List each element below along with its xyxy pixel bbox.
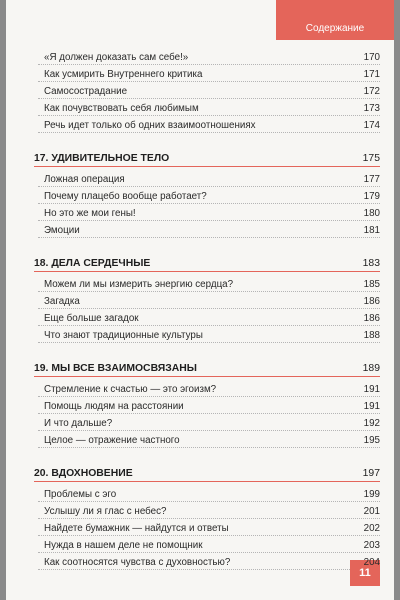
toc-entry-page: 179	[363, 191, 380, 202]
chapter-heading[interactable]	[34, 145, 380, 167]
toc-entry-page: 186	[363, 313, 380, 324]
chapter-title: 20. ВДОХНОВЕНИЕ	[34, 468, 133, 479]
toc-entry-page: 172	[363, 86, 380, 97]
toc-entry-page: 170	[363, 52, 380, 63]
toc-entry-title: «Я должен доказать сам себе!»	[44, 52, 189, 63]
toc-entry-page: 188	[363, 330, 380, 341]
toc-entry-page: 201	[363, 506, 380, 517]
toc-entry-page: 173	[363, 103, 380, 114]
toc-entry[interactable]	[34, 66, 380, 83]
toc-entry-page: 195	[363, 435, 380, 446]
chapter-title: 17. УДИВИТЕЛЬНОЕ ТЕЛО	[34, 153, 170, 164]
toc-entry-page: 191	[363, 384, 380, 395]
toc-entry[interactable]	[34, 293, 380, 310]
section-header-tab	[276, 0, 394, 40]
toc-entry[interactable]	[34, 554, 380, 571]
chapter-heading[interactable]	[34, 460, 380, 482]
toc-entry[interactable]	[34, 327, 380, 344]
chapter-page: 175	[362, 153, 380, 164]
chapter-heading[interactable]	[34, 355, 380, 377]
toc-entry[interactable]	[34, 49, 380, 66]
toc-entry-title: Можем ли мы измерить энергию сердца?	[44, 279, 234, 290]
book-page	[6, 0, 394, 600]
toc-entry-page: 174	[363, 120, 380, 131]
toc-entry-title: Что знают традиционные культуры	[44, 330, 203, 341]
toc-entry-page: 203	[363, 540, 380, 551]
toc-entry-title: Услышу ли я глас с небес?	[44, 506, 167, 517]
toc-entry-title: Загадка	[44, 296, 80, 307]
toc-entry[interactable]	[34, 171, 380, 188]
chapter-page: 197	[362, 468, 380, 479]
toc-entry[interactable]	[34, 83, 380, 100]
toc-entry[interactable]	[34, 188, 380, 205]
toc-entry-title: Еще больше загадок	[44, 313, 139, 324]
toc-entry-page: 191	[363, 401, 380, 412]
toc-entry-page: 181	[363, 225, 380, 236]
section-label: Содержание	[305, 23, 365, 34]
toc-entry-title: Эмоции	[44, 225, 80, 236]
toc-entry[interactable]	[34, 222, 380, 239]
toc-entry[interactable]	[34, 398, 380, 415]
toc-entry-title: И что дальше?	[44, 418, 113, 429]
chapter-title: 18. ДЕЛА СЕРДЕЧНЫЕ	[34, 258, 151, 269]
toc-entry-page: 185	[363, 279, 380, 290]
toc-entry-title: Ложная операция	[44, 174, 125, 185]
toc-entry-title: Стремление к счастью — это эгоизм?	[44, 384, 217, 395]
toc-entry[interactable]	[34, 520, 380, 537]
toc-entry-title: Проблемы с эго	[44, 489, 117, 500]
toc-entry-title: Как почувствовать себя любимым	[44, 103, 199, 114]
toc-entry[interactable]	[34, 117, 380, 134]
toc-entry-title: Как соотносятся чувства с духовностью?	[44, 557, 231, 568]
toc-entry-title: Нужда в нашем деле не помощник	[44, 540, 203, 551]
toc-entry-title: Но это же мои гены!	[44, 208, 136, 219]
toc-entry[interactable]	[34, 486, 380, 503]
table-of-contents	[34, 49, 380, 571]
toc-entry-title: Речь идет только об одних взаимоотношениях	[44, 120, 256, 131]
toc-entry[interactable]	[34, 381, 380, 398]
toc-entry-title: Как усмирить Внутреннего критика	[44, 69, 203, 80]
chapter-page: 183	[362, 258, 380, 269]
toc-entry-title: Целое — отражение частного	[44, 435, 180, 446]
chapter-heading[interactable]	[34, 250, 380, 272]
toc-entry[interactable]	[34, 310, 380, 327]
toc-entry[interactable]	[34, 276, 380, 293]
toc-entry-title: Найдете бумажник — найдутся и ответы	[44, 523, 229, 534]
toc-entry-page: 192	[363, 418, 380, 429]
toc-entry-title: Самосострадание	[44, 86, 128, 97]
chapter-title: 19. МЫ ВСЕ ВЗАИМОСВЯЗАНЫ	[34, 363, 197, 374]
toc-entry-page: 204	[363, 557, 380, 568]
toc-entry-page: 177	[363, 174, 380, 185]
toc-entry-page: 202	[363, 523, 380, 534]
toc-entry-title: Помощь людям на расстоянии	[44, 401, 184, 412]
chapter-page: 189	[362, 363, 380, 374]
toc-entry[interactable]	[34, 415, 380, 432]
toc-entry[interactable]	[34, 537, 380, 554]
toc-entry-page: 171	[363, 69, 380, 80]
toc-entry-page: 186	[363, 296, 380, 307]
toc-entry[interactable]	[34, 503, 380, 520]
toc-entry[interactable]	[34, 432, 380, 449]
toc-entry-page: 180	[363, 208, 380, 219]
intro-entries	[34, 49, 380, 134]
toc-entry[interactable]	[34, 100, 380, 117]
page-number: 11	[359, 567, 371, 579]
toc-entry-title: Почему плацебо вообще работает?	[44, 191, 207, 202]
toc-entry[interactable]	[34, 205, 380, 222]
toc-entry-page: 199	[363, 489, 380, 500]
